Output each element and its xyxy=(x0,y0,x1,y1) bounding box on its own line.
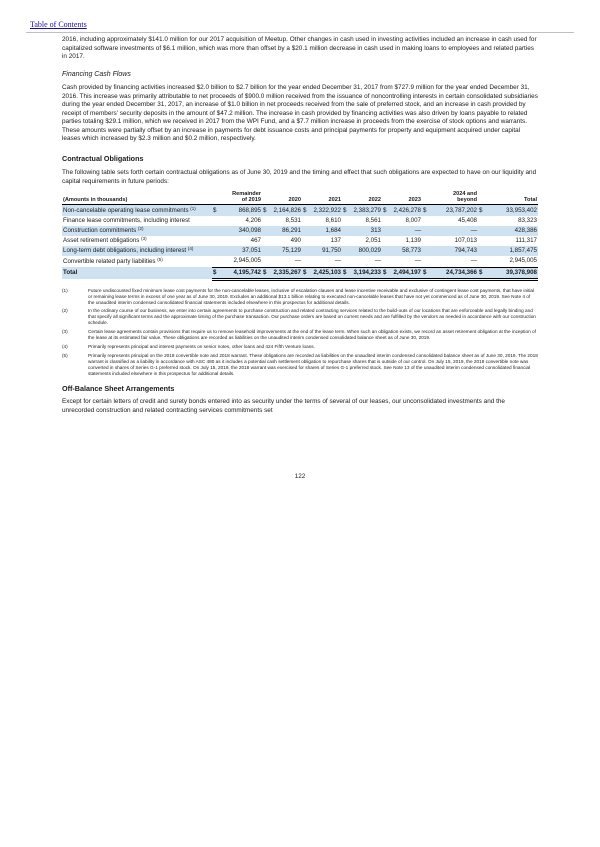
footnote xyxy=(62,329,538,341)
cell-2023: 8,007 xyxy=(405,216,421,224)
off-balance-sheet-paragraph: Except for certain letters of credit and surety bonds entered into as security under the terms of several of our leases, our unconsolidated investments and the unrecorded construction and related contracting services commitments set xyxy=(62,398,505,414)
cell-2023: $ 2,426,278 xyxy=(382,205,422,216)
cell-2020: 86,291 xyxy=(262,226,302,236)
cell-remainder-2019: 2,945,005 xyxy=(212,256,262,267)
cell-total: $ 33,953,402 xyxy=(478,205,538,216)
cell-2020: $ 2,335,267 xyxy=(262,267,302,279)
cell-remainder-2019: 340,098 xyxy=(212,226,262,236)
cell-2020: 75,129 xyxy=(262,246,302,256)
cell-2022: 313 xyxy=(342,226,382,236)
cell-2020: $ 2,164,826 xyxy=(262,205,302,216)
cell-2021: 1,684 xyxy=(302,226,342,236)
cell-2023: 58,773 xyxy=(382,246,422,256)
financing-cash-flows-heading: Financing Cash Flows xyxy=(62,70,131,78)
currency-symbol: $ xyxy=(343,206,347,214)
table-row-construction xyxy=(62,226,538,236)
table-header-row xyxy=(62,191,538,205)
footnote xyxy=(62,308,538,326)
currency-symbol: $ xyxy=(263,268,267,276)
currency-symbol: $ xyxy=(423,268,427,276)
footnote xyxy=(62,288,538,306)
footnote-text: Primarily represents principal on the 2018 convertible note and 2018 warrant. These obligations are recorded as liabilities on the unaudited interim condensed consolidated balance sheet as of June 30, 2019. The 2018 warrant is classified as a liability in accordance with ASC 480 as it includes a potential cash settlement obligation to repurchase shares that is outside of our control. On July 15, 2019, the 2018 convertible note was converted in shares of Series G-1 preferred stock. On July 15, 2019, the 2018 warrant was exercised for shares of Series G-1 preferred stock. See Note 13 of the unaudited interim condensed consolidated financial statements included elsewhere in this prospectus for additional details. xyxy=(88,352,538,376)
cell-2022: — xyxy=(342,256,382,267)
cell-2022: 2,051 xyxy=(365,237,381,245)
table-row-convertible xyxy=(62,256,538,267)
currency-symbol: $ xyxy=(383,206,387,214)
col-header-beyond-line2: beyond xyxy=(457,197,477,204)
currency-symbol: $ xyxy=(479,268,483,276)
cell-2023: — xyxy=(382,226,422,236)
cell-2024-beyond: $ 23,787,202 xyxy=(422,205,478,216)
cell-2021: 137 xyxy=(330,237,341,245)
cell-2020: 8,531 xyxy=(285,216,301,224)
off-balance-sheet-heading: Off-Balance Sheet Arrangements xyxy=(62,383,175,393)
col-header-total: Total xyxy=(478,191,538,205)
currency-symbol: $ xyxy=(423,206,427,214)
currency-symbol: $ xyxy=(303,268,307,276)
row-label: Construction commitments $^{(2)}$ xyxy=(62,226,212,236)
cell-2024-beyond: 107,013 xyxy=(454,237,477,245)
cell-2021: $ 2,322,922 xyxy=(302,205,342,216)
col-header-2020: 2020 xyxy=(262,191,302,205)
table-row-total xyxy=(62,267,538,279)
footnote-text: Certain lease agreements contain provisions that require us to remove leasehold improvements at the end of the lease term. When such an obligation exists, we record an asset retirement obligation at the inception of the lease at its estimated fair value. These obligations are recorded as liabilities on the unaudited interim condensed consolidated balance sheet as of June 30, 2019. xyxy=(88,329,536,341)
table-row-long-term-debt xyxy=(62,246,538,256)
cell-remainder-2019: 4,206 xyxy=(245,216,261,224)
cell-2022: 800,029 xyxy=(342,246,382,256)
currency-symbol: $ xyxy=(213,268,217,276)
cell-2024-beyond: 45,408 xyxy=(458,216,477,224)
cell-2020: — xyxy=(262,256,302,267)
footnote xyxy=(62,353,538,377)
col-header-remainder-line2: of 2019 xyxy=(241,197,261,204)
cell-2022: $ 3,194,233 xyxy=(342,267,382,279)
investing-paragraph-continued: 2016, including approximately $141.0 million for our 2017 acquisition of Meetup. Other changes in cash used in investing activities included an increase in cash used for capitalized software investments of $6.1 million, which was more than offset by a $20.1 million decrease in cash used in making loans to employees and related parties in 2017. xyxy=(62,36,537,60)
row-label: Total xyxy=(62,267,212,279)
cell-2022: 8,561 xyxy=(365,216,381,224)
cell-2021: $ 2,425,103 xyxy=(302,267,342,279)
col-header-2022: 2022 xyxy=(342,191,382,205)
table-row-asset-retirement xyxy=(62,236,538,246)
currency-symbol: $ xyxy=(479,206,483,214)
table-row-operating-lease xyxy=(62,205,538,216)
cell-2024-beyond: 794,743 xyxy=(422,246,478,256)
financing-cash-flows-paragraph: Cash provided by financing activities increased $2.0 billion to $2.7 billion for the year ended December 31, 2017 from $727.9 million for the year ended December 31, 2016. This increase was primarily attributable to net proceeds of $900.0 million received from the issuance of noncontrolling interests in certain consolidated subsidiaries during the year ended December 31, 2017, an increase of $1.0 billion in net proceeds received from the sale of preferred stock, and an increase in cash provided by receipt of members' security deposits in the amount of $47.2 million. The increase in cash provided by financing activities was also driven by loans payable to related parties totaling $29.1 million, which we received in 2017 from the WPI Fund, and a $7.7 million increase in proceeds from the exercise of stock options and warrants. These amounts were partially offset by an increase in payments for debt issuance costs and principal payments for property and equipment acquired under capital leases which increased by $2.3 million and $0.2 million, respectively. xyxy=(62,84,538,142)
cell-remainder-2019: 37,051 xyxy=(212,246,262,256)
contractual-obligations-table xyxy=(62,191,538,281)
cell-total: 2,945,005 xyxy=(478,256,538,267)
col-header-2024-beyond xyxy=(422,191,478,205)
cell-2021: 91,750 xyxy=(302,246,342,256)
cell-2022: $ 2,383,279 xyxy=(342,205,382,216)
cell-remainder-2019: 467 xyxy=(250,237,261,245)
cell-total: 1,857,475 xyxy=(478,246,538,256)
page-content xyxy=(62,36,538,415)
currency-symbol: $ xyxy=(213,206,217,214)
cell-2024-beyond: — xyxy=(422,226,478,236)
cell-2024-beyond: — xyxy=(422,256,478,267)
currency-symbol: $ xyxy=(263,206,267,214)
footnotes xyxy=(62,288,538,377)
cell-2023: — xyxy=(382,256,422,267)
col-header-2021: 2021 xyxy=(302,191,342,205)
cell-2023: $ 2,494,197 xyxy=(382,267,422,279)
footnote-mark: (5) xyxy=(62,352,68,358)
cell-2020: 490 xyxy=(290,237,301,245)
currency-symbol: $ xyxy=(303,206,307,214)
table-of-contents-link[interactable]: Table of Contents xyxy=(30,20,87,29)
col-header-remainder-line1: Remainder xyxy=(232,191,261,197)
row-label: Asset retirement obligations $^{(3)}$ xyxy=(63,236,147,245)
footnote-text: Future undiscounted fixed minimum lease cost payments for the non-cancelable leases, inclusive of escalation clauses and lease incentive receivable and exclusive of contingent lease cost payments, that have initial or remaining lease terms in excess of one year as of June 30, 2019. Excludes an additional $13.1 billion relating to executed non-cancelable leases that have not yet commenced as of June 30, 2019. See Note 4 of the unaudited interim condensed consolidated financial statements included elsewhere in this prospectus for additional details. xyxy=(88,287,535,305)
cell-total: $ 39,378,908 xyxy=(478,267,538,279)
footnote-mark: (1) xyxy=(62,287,68,293)
col-header-remainder-2019 xyxy=(212,191,262,205)
header-divider xyxy=(26,32,574,33)
cell-total: 428,386 xyxy=(478,226,538,236)
footnote-text: Primarily represents principal and interest payments on senior notes, other loans and 424 Fifth Venture loans. xyxy=(88,343,315,349)
footnote xyxy=(62,344,538,350)
footnote-text: In the ordinary course of our business, we enter into certain agreements to purchase construction and related contracting services related to the build-outs of our locations that are enforceable and legally binding and that specify all significant terms and the approximate timing of the purchase transaction. Our purchase orders are based on current needs and are fulfilled by the vendors as needed in accordance with our construction schedule. xyxy=(88,308,536,326)
cell-2024-beyond: $ 24,734,366 xyxy=(422,267,478,279)
cell-total: 111,317 xyxy=(515,237,537,245)
footnote-mark: (2) xyxy=(62,308,68,314)
cell-remainder-2019: $ 868,895 xyxy=(212,205,262,216)
row-label: Non-cancelable operating lease commitments $^{(1)}$ xyxy=(62,205,212,216)
col-header-2023: 2023 xyxy=(382,191,422,205)
contractual-obligations-heading: Contractual Obligations xyxy=(62,153,144,163)
cell-2023: 1,139 xyxy=(405,237,421,245)
row-label: Finance lease commitments, including interest xyxy=(63,216,190,224)
cell-2021: — xyxy=(302,256,342,267)
page-number: 122 xyxy=(294,473,306,480)
cell-total: 83,323 xyxy=(518,216,537,224)
currency-symbol: $ xyxy=(383,268,387,276)
table-row-finance-lease xyxy=(62,216,538,226)
contractual-obligations-intro: The following table sets forth certain contractual obligations as of June 30, 2019 and the timing and effect that such obligations are expected to have on our liquidity and capital requirements in future periods: xyxy=(62,169,537,185)
row-label: Long-term debt obligations, including interest $^{(4)}$ xyxy=(62,246,212,256)
row-label: Convertible related party liabilities $^{(5)}$ xyxy=(63,256,163,265)
currency-symbol: $ xyxy=(343,268,347,276)
footnote-mark: (3) xyxy=(62,329,68,335)
cell-remainder-2019: $ 4,195,742 xyxy=(212,267,262,279)
cell-2021: 8,610 xyxy=(325,216,341,224)
col-header-beyond-line1: 2024 and xyxy=(453,191,477,197)
col-header-label: (Amounts in thousands) xyxy=(62,191,212,205)
footnote-mark: (4) xyxy=(62,343,68,349)
